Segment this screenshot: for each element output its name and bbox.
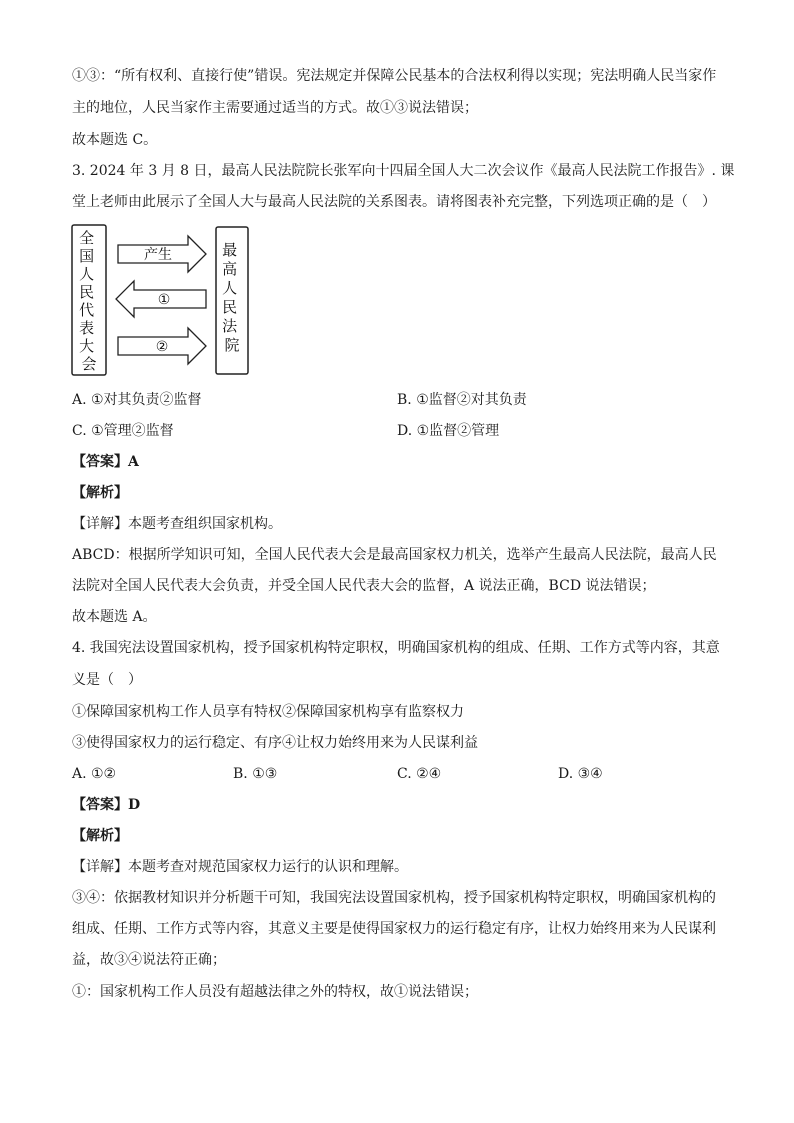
q4-explanation-line2: 组成、任期、工作方式等内容，其意义主要是使得国家权力的运行稳定有序，让权力始终用来为人民谋利 <box>72 921 716 937</box>
npc-char: 全 <box>79 229 95 247</box>
arrow-bottom-label: ② <box>155 339 169 355</box>
q3-detail: 【详解】本题考查组织国家机构。 <box>72 516 282 532</box>
q4-explanation-line3: 益，故③④说法符正确； <box>72 952 226 968</box>
court-char: 民 <box>222 298 238 316</box>
npc-char: 表 <box>79 319 95 337</box>
q3-answer: 【答案】A <box>72 454 139 470</box>
npc-char: 大 <box>79 337 95 355</box>
q4-detail: 【详解】本题考查对规范国家权力运行的认识和理解。 <box>72 859 408 875</box>
q3-stem-line1: 3. 2024 年 3 月 8 日，最高人民法院院长张军向十四届全国人大二次会议作《最高人民法院工作报告》. 课 <box>72 163 735 179</box>
q2-explanation-line2: 主的地位，人民当家作主需要通过适当的方式。故①③说法错误； <box>72 100 478 116</box>
q3-conclusion: 故本题选 A。 <box>72 609 157 625</box>
q4-option-c[interactable]: C. ②④ <box>397 766 442 782</box>
npc-char: 会 <box>81 355 97 373</box>
q4-explanation-line1: ③④：依据教材知识并分析题干可知，我国宪法设置国家机构，授予国家机构特定职权，明确国家机构的 <box>72 890 716 906</box>
npc-char: 民 <box>79 283 95 301</box>
q4-answer: 【答案】D <box>72 797 141 813</box>
q3-option-d[interactable]: D. ①监督②管理 <box>397 423 500 439</box>
q4-option-a[interactable]: A. ①② <box>72 766 117 782</box>
q3-explanation-line1: ABCD：根据所学知识可知，全国人民代表大会是最高国家权力机关，选举产生最高人民法院，最高人民 <box>72 547 717 563</box>
npc-char: 代 <box>79 301 95 319</box>
q4-stem-line2: 义是（ ） <box>72 672 142 688</box>
q4-option-d[interactable]: D. ③④ <box>558 766 603 782</box>
npc-char: 人 <box>79 265 95 283</box>
q4-stem-line1: 4. 我国宪法设置国家机构，授予国家机构特定职权，明确国家机构的组成、任期、工作方式等内容，其意 <box>72 640 720 656</box>
court-char: 院 <box>224 336 240 354</box>
arrow-top-label: 产生 <box>144 247 172 263</box>
q3-relationship-diagram <box>70 222 260 378</box>
npc-char: 国 <box>79 247 95 265</box>
q3-option-b[interactable]: B. ①监督②对其负责 <box>397 392 527 408</box>
q3-explanation-line2: 法院对全国人民代表大会负责，并受全国人民代表大会的监督，A 说法正确，BCD 说法错误； <box>72 578 656 594</box>
court-char: 人 <box>222 279 238 297</box>
q4-analysis-heading: 【解析】 <box>72 828 128 844</box>
q3-option-c[interactable]: C. ①管理②监督 <box>72 423 174 439</box>
court-char: 最 <box>222 241 238 259</box>
q2-explanation-line1: ①③：“所有权利、直接行使”错误。宪法规定并保障公民基本的合法权利得以实现；宪法明确人民当家作 <box>72 68 717 84</box>
npc-box-label <box>79 229 99 373</box>
court-char: 法 <box>222 317 238 335</box>
court-char: 高 <box>222 260 238 278</box>
arrow-mid-label: ① <box>157 292 171 308</box>
q2-conclusion: 故本题选 C。 <box>72 132 158 148</box>
q4-item-line1: ①保障国家机构工作人员享有特权②保障国家机构享有监察权力 <box>72 704 464 720</box>
q3-stem-line2: 堂上老师由此展示了全国人大与最高人民法院的关系图表。请将图表补充完整，下列选项正确的是（ ） <box>72 194 716 210</box>
q4-item-line2: ③使得国家权力的运行稳定、有序④让权力始终用来为人民谋利益 <box>72 735 478 751</box>
q4-explanation-line4: ①：国家机构工作人员没有超越法律之外的特权，故①说法错误； <box>72 984 478 1000</box>
court-box-label <box>222 241 242 354</box>
q3-option-a[interactable]: A. ①对其负责②监督 <box>72 392 202 408</box>
q4-option-b[interactable]: B. ①③ <box>233 766 278 782</box>
q3-analysis-heading: 【解析】 <box>72 485 128 501</box>
